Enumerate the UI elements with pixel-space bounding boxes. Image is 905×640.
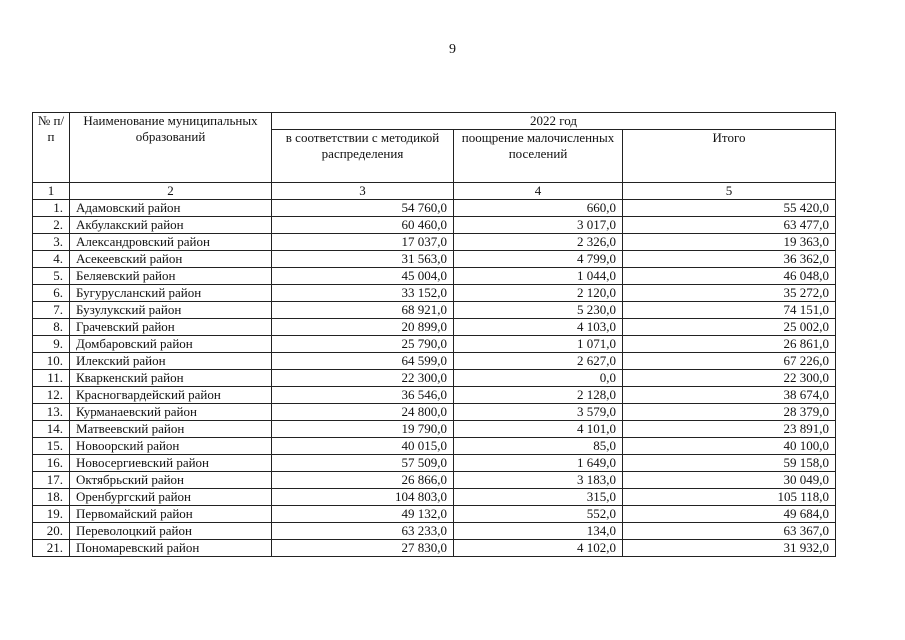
row-name: Кваркенский район [70, 370, 272, 387]
row-total-value: 28 379,0 [623, 404, 836, 421]
row-name: Александровский район [70, 234, 272, 251]
row-total-value: 35 272,0 [623, 285, 836, 302]
column-number-row [33, 183, 836, 200]
row-method-value: 36 546,0 [272, 387, 454, 404]
column-number: 3 [272, 183, 454, 200]
row-encourage-value: 660,0 [454, 200, 623, 217]
table-row [33, 319, 836, 336]
row-total-value: 30 049,0 [623, 472, 836, 489]
header-year: 2022 год [272, 113, 836, 130]
row-name: Октябрьский район [70, 472, 272, 489]
row-number: 6. [33, 285, 70, 302]
row-number: 9. [33, 336, 70, 353]
table-row [33, 353, 836, 370]
row-name: Бузулукский район [70, 302, 272, 319]
row-name: Оренбургский район [70, 489, 272, 506]
row-name: Новоорский район [70, 438, 272, 455]
row-encourage-value: 2 120,0 [454, 285, 623, 302]
row-total-value: 63 367,0 [623, 523, 836, 540]
row-number: 4. [33, 251, 70, 268]
column-number: 1 [33, 183, 70, 200]
row-method-value: 31 563,0 [272, 251, 454, 268]
header-encourage: поощрение малочисленных поселений [454, 130, 623, 183]
table-row [33, 387, 836, 404]
row-name: Красногвардейский район [70, 387, 272, 404]
row-number: 14. [33, 421, 70, 438]
table-row [33, 472, 836, 489]
row-name: Домбаровский район [70, 336, 272, 353]
row-number: 17. [33, 472, 70, 489]
row-encourage-value: 4 103,0 [454, 319, 623, 336]
row-total-value: 46 048,0 [623, 268, 836, 285]
row-total-value: 105 118,0 [623, 489, 836, 506]
row-name: Курманаевский район [70, 404, 272, 421]
row-name: Беляевский район [70, 268, 272, 285]
row-method-value: 40 015,0 [272, 438, 454, 455]
row-encourage-value: 3 017,0 [454, 217, 623, 234]
row-number: 1. [33, 200, 70, 217]
table-row [33, 489, 836, 506]
row-method-value: 20 899,0 [272, 319, 454, 336]
row-total-value: 40 100,0 [623, 438, 836, 455]
row-name: Асекеевский район [70, 251, 272, 268]
row-encourage-value: 2 326,0 [454, 234, 623, 251]
row-encourage-value: 552,0 [454, 506, 623, 523]
table-row [33, 506, 836, 523]
row-encourage-value: 4 101,0 [454, 421, 623, 438]
row-number: 18. [33, 489, 70, 506]
row-number: 11. [33, 370, 70, 387]
column-number: 5 [623, 183, 836, 200]
row-number: 5. [33, 268, 70, 285]
row-encourage-value: 2 128,0 [454, 387, 623, 404]
row-method-value: 19 790,0 [272, 421, 454, 438]
row-method-value: 63 233,0 [272, 523, 454, 540]
page-number: 9 [449, 42, 456, 57]
row-encourage-value: 3 579,0 [454, 404, 623, 421]
row-method-value: 22 300,0 [272, 370, 454, 387]
row-method-value: 25 790,0 [272, 336, 454, 353]
row-method-value: 24 800,0 [272, 404, 454, 421]
table-row [33, 234, 836, 251]
row-name: Адамовский район [70, 200, 272, 217]
table-row [33, 268, 836, 285]
row-number: 16. [33, 455, 70, 472]
table-row [33, 200, 836, 217]
row-method-value: 49 132,0 [272, 506, 454, 523]
budget-table [32, 112, 836, 557]
row-method-value: 33 152,0 [272, 285, 454, 302]
row-name: Матвеевский район [70, 421, 272, 438]
row-name: Бугурусланский район [70, 285, 272, 302]
row-total-value: 38 674,0 [623, 387, 836, 404]
row-number: 15. [33, 438, 70, 455]
row-total-value: 55 420,0 [623, 200, 836, 217]
row-total-value: 26 861,0 [623, 336, 836, 353]
row-total-value: 22 300,0 [623, 370, 836, 387]
table-row [33, 370, 836, 387]
column-number: 4 [454, 183, 623, 200]
row-method-value: 64 599,0 [272, 353, 454, 370]
table-row [33, 285, 836, 302]
row-number: 21. [33, 540, 70, 557]
row-encourage-value: 134,0 [454, 523, 623, 540]
row-encourage-value: 3 183,0 [454, 472, 623, 489]
row-encourage-value: 4 799,0 [454, 251, 623, 268]
row-total-value: 63 477,0 [623, 217, 836, 234]
row-encourage-value: 0,0 [454, 370, 623, 387]
header-name: Наименование муниципальных образований [70, 113, 272, 183]
row-number: 13. [33, 404, 70, 421]
header-num: № п/п [33, 113, 70, 183]
row-encourage-value: 1 649,0 [454, 455, 623, 472]
table-row [33, 302, 836, 319]
column-number: 2 [70, 183, 272, 200]
header-total: Итого [623, 130, 836, 183]
row-total-value: 31 932,0 [623, 540, 836, 557]
row-method-value: 57 509,0 [272, 455, 454, 472]
table-row [33, 540, 836, 557]
row-method-value: 60 460,0 [272, 217, 454, 234]
row-name: Переволоцкий район [70, 523, 272, 540]
row-encourage-value: 315,0 [454, 489, 623, 506]
row-number: 2. [33, 217, 70, 234]
row-number: 19. [33, 506, 70, 523]
row-encourage-value: 85,0 [454, 438, 623, 455]
row-number: 20. [33, 523, 70, 540]
row-name: Акбулакский район [70, 217, 272, 234]
row-total-value: 19 363,0 [623, 234, 836, 251]
table-row [33, 421, 836, 438]
row-name: Грачевский район [70, 319, 272, 336]
table-row [33, 336, 836, 353]
row-encourage-value: 4 102,0 [454, 540, 623, 557]
row-encourage-value: 5 230,0 [454, 302, 623, 319]
row-total-value: 36 362,0 [623, 251, 836, 268]
row-total-value: 49 684,0 [623, 506, 836, 523]
table-row [33, 455, 836, 472]
row-method-value: 27 830,0 [272, 540, 454, 557]
table-row [33, 523, 836, 540]
row-encourage-value: 2 627,0 [454, 353, 623, 370]
row-total-value: 23 891,0 [623, 421, 836, 438]
row-encourage-value: 1 071,0 [454, 336, 623, 353]
row-number: 3. [33, 234, 70, 251]
table-row [33, 404, 836, 421]
table-row [33, 251, 836, 268]
row-number: 8. [33, 319, 70, 336]
header-method: в соответствии с методикой распределения [272, 130, 454, 183]
row-total-value: 67 226,0 [623, 353, 836, 370]
row-method-value: 45 004,0 [272, 268, 454, 285]
row-number: 12. [33, 387, 70, 404]
row-name: Первомайский район [70, 506, 272, 523]
row-name: Илекский район [70, 353, 272, 370]
row-method-value: 17 037,0 [272, 234, 454, 251]
table-body [33, 200, 836, 557]
row-method-value: 104 803,0 [272, 489, 454, 506]
row-name: Пономаревский район [70, 540, 272, 557]
row-encourage-value: 1 044,0 [454, 268, 623, 285]
row-method-value: 26 866,0 [272, 472, 454, 489]
row-total-value: 74 151,0 [623, 302, 836, 319]
row-number: 7. [33, 302, 70, 319]
row-method-value: 68 921,0 [272, 302, 454, 319]
row-name: Новосергиевский район [70, 455, 272, 472]
row-total-value: 25 002,0 [623, 319, 836, 336]
row-number: 10. [33, 353, 70, 370]
row-method-value: 54 760,0 [272, 200, 454, 217]
table-row [33, 217, 836, 234]
row-total-value: 59 158,0 [623, 455, 836, 472]
table-row [33, 438, 836, 455]
